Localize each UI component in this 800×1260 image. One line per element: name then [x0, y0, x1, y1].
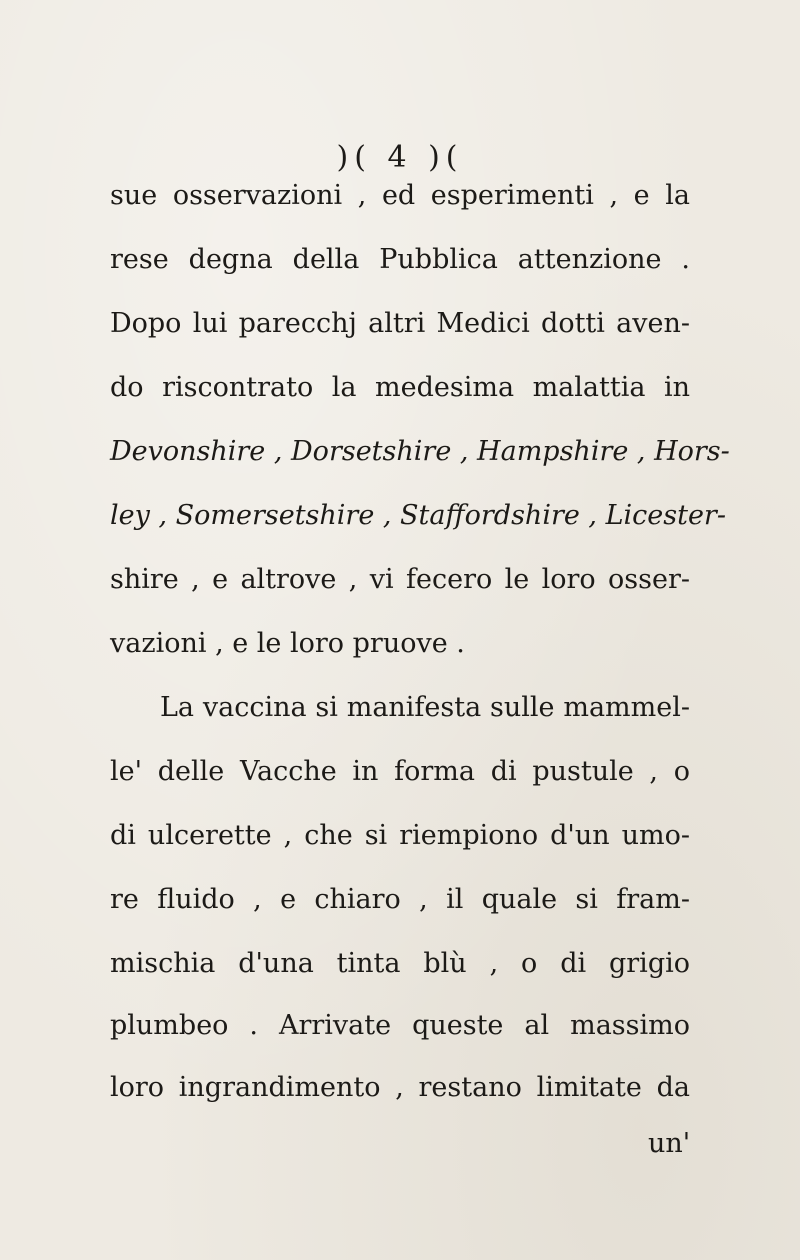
text-line-15: loro ingrandimento , restano limitate da — [110, 1072, 690, 1103]
text-line-8: vazioni , e le loro pruove . — [110, 628, 465, 659]
text-line-11: di ulcerette , che si riempiono d'un umo- — [110, 820, 690, 851]
text-line-5: Devonshire , Dorsetshire , Hampshire , Hors- — [110, 436, 730, 467]
text-line-4: do riscontrato la medesima malattia in — [110, 372, 690, 403]
text-line-2: rese degna della Pubblica attenzione . — [110, 244, 690, 275]
text-line-6: ley , Somersetshire , Staffordshire , Licester- — [110, 500, 726, 531]
text-line-3: Dopo lui parecchj altri Medici dotti aven- — [110, 308, 690, 339]
text-line-14: plumbeo . Arrivate queste al massimo — [110, 1010, 690, 1041]
text-line-12: re fluido , e chiaro , il quale si fram- — [110, 884, 690, 915]
catchword: un' — [648, 1128, 691, 1159]
text-line-1: sue osservazioni , ed esperimenti , e la — [110, 180, 690, 211]
text-line-10: le' delle Vacche in forma di pustule , o — [110, 756, 690, 787]
text-line-7: shire , e altrove , vi fecero le loro osser- — [110, 564, 690, 595]
page-number-header: )( 4 )( — [336, 140, 464, 175]
text-line-9: La vaccina si manifesta sulle mammel- — [160, 692, 690, 723]
text-line-13: mischia d'una tinta blù , o di grigio — [110, 948, 690, 979]
